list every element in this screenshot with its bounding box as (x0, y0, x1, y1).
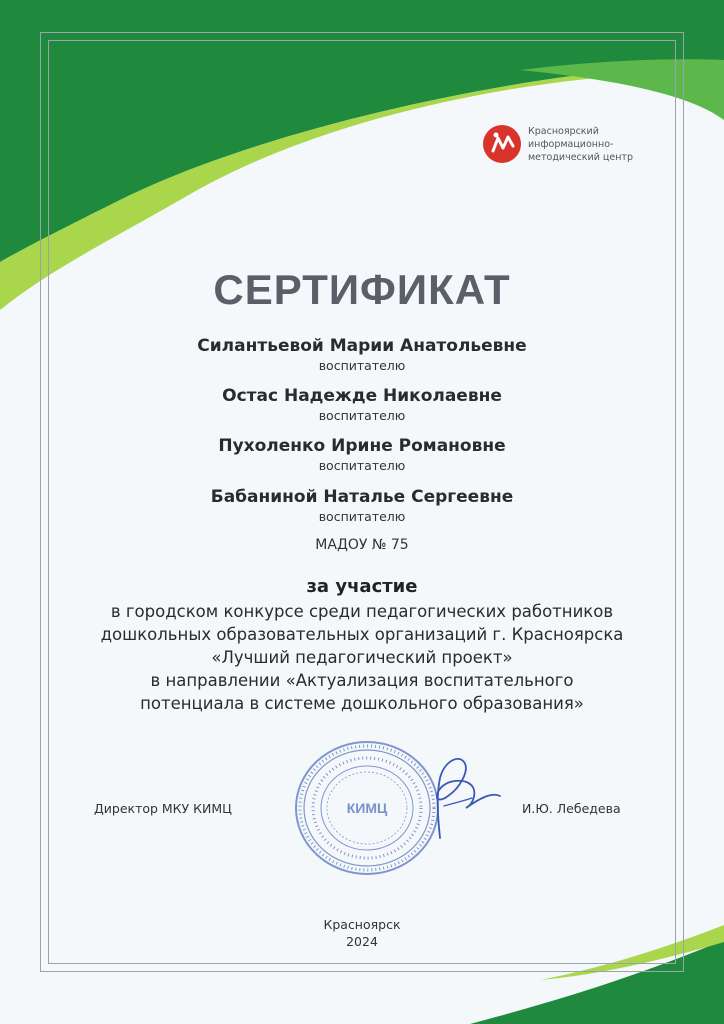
participation-line: «Лучший педагогический проект» (211, 648, 513, 667)
participation-heading: за участие (306, 576, 418, 597)
recipient (0, 384, 724, 424)
stamp-center-text: КИМЦ (346, 800, 388, 816)
kimc-logo-icon (482, 124, 522, 164)
signature-icon (400, 748, 510, 844)
recipient-role: воспитателю (318, 509, 406, 524)
recipient (0, 485, 724, 525)
recipient-role: воспитателю (318, 358, 406, 373)
organization: МАДОУ № 75 (315, 537, 409, 553)
recipient-name: Силантьевой Марии Анатольевне (197, 336, 527, 356)
recipient-name: Остас Надежде Николаевне (222, 386, 502, 406)
recipient (0, 334, 724, 374)
footer (0, 916, 724, 950)
kimc-logo (482, 124, 642, 168)
participation-line: потенциала в системе дошкольного образования» (140, 694, 584, 713)
logo-line: информационно- (528, 139, 614, 150)
logo-text (528, 125, 648, 164)
participation-line: дошкольных образовательных организаций г. Красноярска (100, 625, 624, 644)
signatory-position: Директор МКУ КИМЦ (94, 801, 232, 816)
participation-line: в направлении «Актуализация воспитательного (150, 671, 574, 690)
participation-block (0, 574, 724, 715)
recipient-name: Бабаниной Наталье Сергеевне (210, 487, 514, 507)
recipient-role: воспитателю (318, 458, 406, 473)
footer-city: Красноярск (323, 917, 401, 932)
recipient-name: Пухоленко Ирине Романовне (218, 436, 506, 456)
recipient (0, 434, 724, 474)
logo-line: Красноярский (528, 126, 599, 137)
logo-line: методический центр (528, 152, 633, 163)
signatory-name: И.Ю. Лебедева (522, 801, 621, 816)
participation-line: в городском конкурсе среди педагогических работников (110, 602, 614, 621)
recipient-role: воспитателю (318, 408, 406, 423)
certificate-title: СЕРТИФИКАТ (213, 266, 511, 313)
footer-year: 2024 (346, 934, 378, 949)
